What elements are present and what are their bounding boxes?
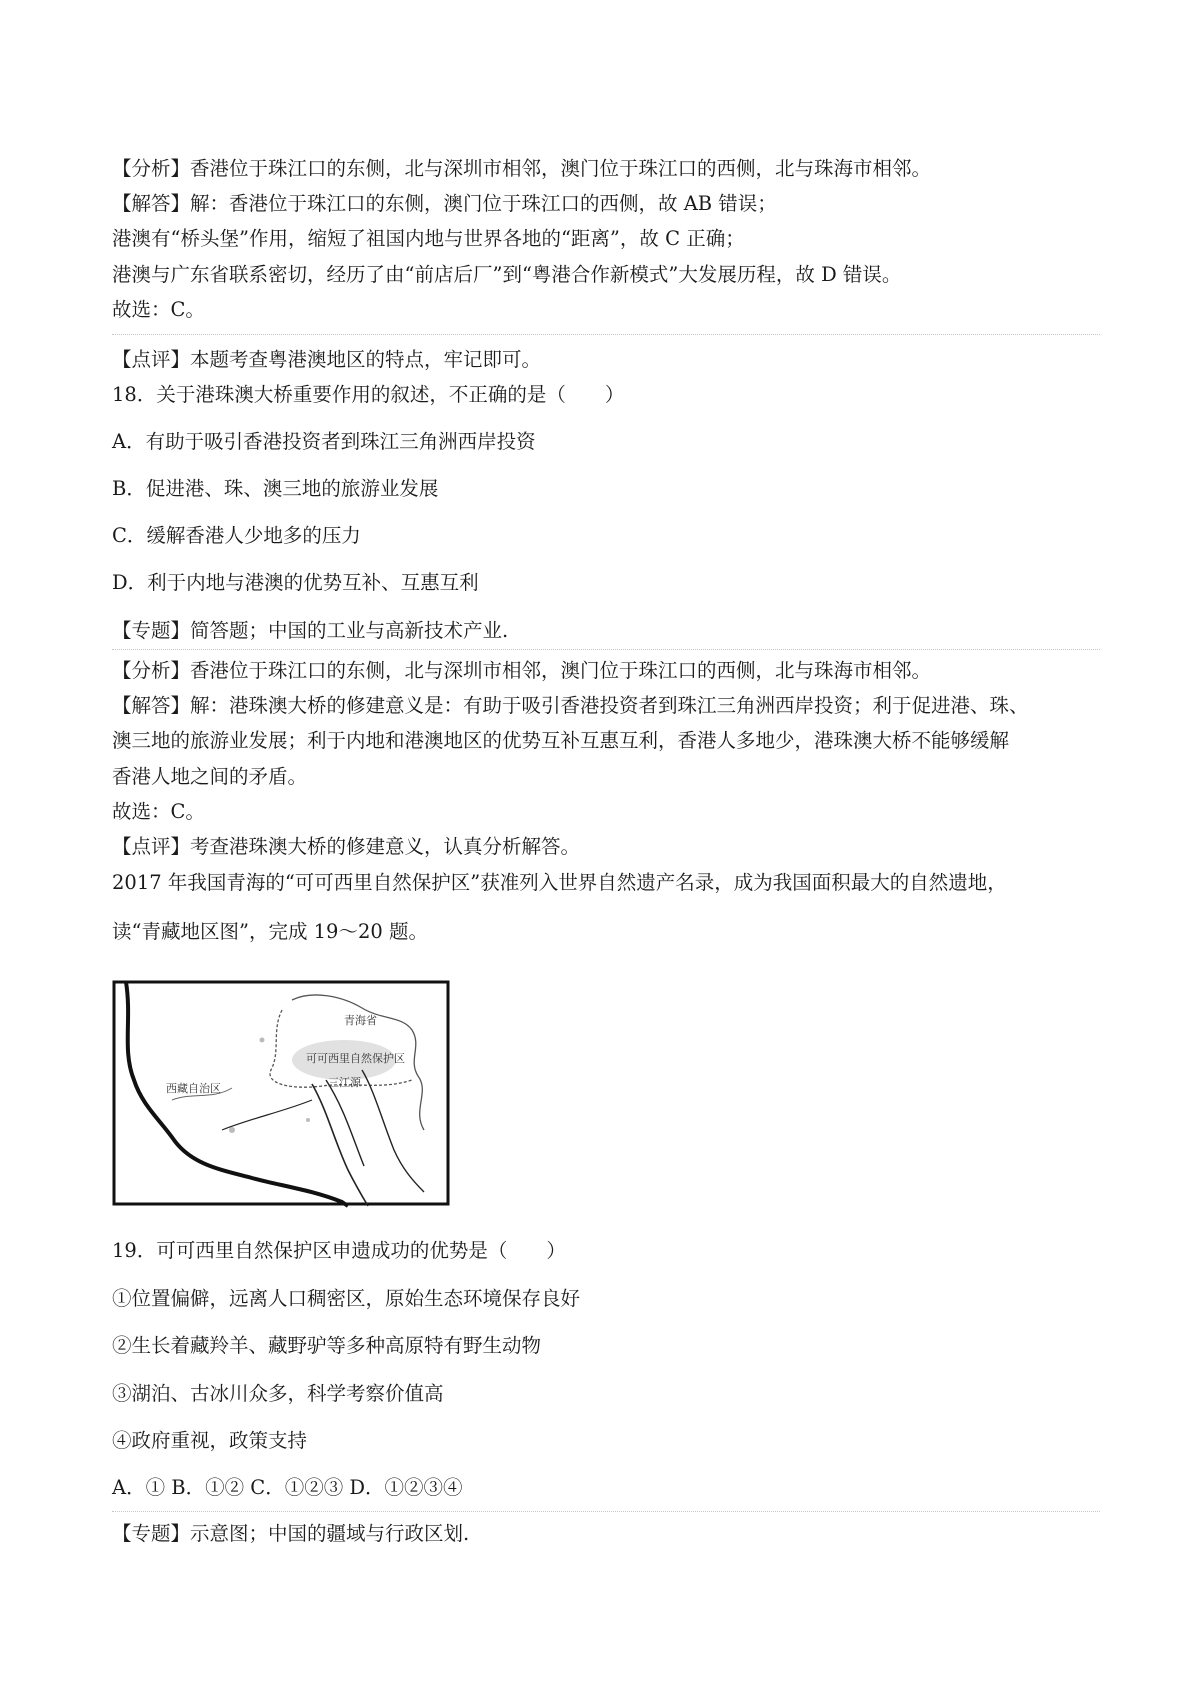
qingzang-map	[112, 980, 452, 1208]
passage-text: 读“青藏地区图”，完成 19～20 题。	[112, 920, 428, 943]
answer-options: A．① B．①② C．①②③ D．①②③④	[112, 1476, 463, 1499]
option-a: A．有助于吸引香港投资者到珠江三角洲西岸投资	[112, 430, 536, 453]
statement-1: ①位置偏僻，远离人口稠密区，原始生态环境保存良好	[112, 1287, 581, 1310]
label-xizang: 西藏自治区	[166, 1082, 221, 1095]
option-c: C．缓解香港人少地多的压力	[112, 524, 361, 547]
answer-text: 香港人地之间的矛盾。	[112, 765, 308, 788]
label-qinghai: 青海省	[344, 1014, 377, 1027]
statement-4: ④政府重视，政策支持	[112, 1429, 308, 1452]
option-b: B．促进港、珠、澳三地的旅游业发展	[112, 477, 439, 500]
comment-text: 【点评】考查港珠澳大桥的修建意义，认真分析解答。	[112, 835, 581, 858]
answer-text: 澳三地的旅游业发展；利于内地和港澳地区的优势互补互惠互利，香港人多地少，港珠澳大桥不能够缓解	[112, 729, 1010, 752]
label-reserve: 可可西里自然保护区	[306, 1052, 405, 1065]
answer-text: 【解答】解：港珠澳大桥的修建意义是：有助于吸引香港投资者到珠江三角洲西岸投资；利于促进港、珠、	[112, 694, 1029, 717]
comment-text: 【点评】本题考查粤港澳地区的特点，牢记即可。	[112, 348, 542, 371]
answer-text: 港澳与广东省联系密切，经历了由“前店后厂”到“粤港合作新模式”大发展历程，故 D 错误。	[112, 263, 902, 286]
dotted-divider	[112, 1511, 1100, 1512]
statement-3: ③湖泊、古冰川众多，科学考察价值高	[112, 1382, 444, 1405]
question-18: 18．关于港珠澳大桥重要作用的叙述，不正确的是（ ）	[112, 383, 625, 406]
dotted-divider	[112, 649, 1100, 650]
analysis-text: 【分析】香港位于珠江口的东侧，北与深圳市相邻，澳门位于珠江口的西侧，北与珠海市相邻。	[112, 659, 932, 682]
choice-text: 故选：C。	[112, 800, 205, 823]
answer-text: 【解答】解：香港位于珠江口的东侧，澳门位于珠江口的西侧，故 AB 错误；	[112, 192, 777, 215]
topic-text: 【专题】示意图；中国的疆域与行政区划.	[112, 1522, 470, 1545]
passage-text: 2017 年我国青海的“可可西里自然保护区”获准列入世界自然遗产名录，成为我国面积最大的自然遗地，	[112, 871, 1007, 894]
question-19: 19．可可西里自然保护区申遗成功的优势是（ ）	[112, 1239, 566, 1262]
dotted-divider	[112, 334, 1100, 335]
label-sanjiangyuan: 三江源	[328, 1076, 361, 1089]
option-d: D．利于内地与港澳的优势互补、互惠互利	[112, 571, 479, 594]
statement-2: ②生长着藏羚羊、藏野驴等多种高原特有野生动物	[112, 1334, 542, 1357]
topic-text: 【专题】简答题；中国的工业与高新技术产业.	[112, 619, 509, 642]
answer-text: 港澳有“桥头堡”作用，缩短了祖国内地与世界各地的“距离”，故 C 正确；	[112, 227, 745, 250]
analysis-text: 【分析】香港位于珠江口的东侧，北与深圳市相邻，澳门位于珠江口的西侧，北与珠海市相邻。	[112, 157, 932, 180]
choice-text: 故选：C。	[112, 298, 205, 321]
